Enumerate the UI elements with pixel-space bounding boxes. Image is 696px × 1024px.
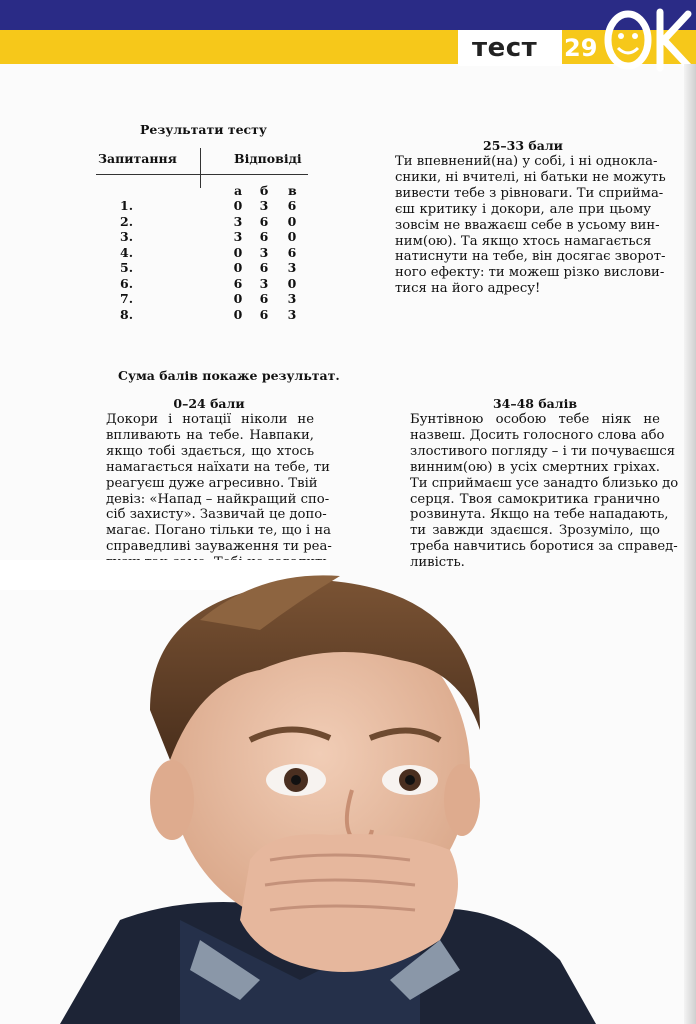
table-cell: 3 — [287, 291, 297, 306]
sum-instruction: Сума балів покаже результат. — [118, 368, 340, 383]
table-cell: 0 — [233, 198, 243, 213]
text-line: магає. Погано тільки те, що і на — [106, 523, 332, 539]
text-line: серця. Твоя самокритика гранично — [410, 491, 660, 507]
table-cell: 0 — [287, 275, 297, 291]
text-line: ливість. — [410, 555, 465, 571]
text-line: Бунтівною особою тебе ніяк не — [410, 412, 660, 427]
col-answers-header: Відповіді — [234, 151, 302, 166]
text-line: розвинута. Якщо на тебе нападають, — [410, 507, 669, 523]
table-cell: 6 — [233, 275, 243, 291]
text-line: натиснути на тебе, він досягає зворот- — [395, 249, 666, 265]
table-cell: 0 — [233, 244, 243, 260]
text-line: Ти впевнений(на) у собі, і ні однокла- — [395, 154, 658, 169]
table-title: Результати тесту — [140, 122, 267, 137]
boy-photo — [0, 560, 696, 1024]
text-line: Докори і нотації ніколи не — [106, 412, 314, 427]
table-cell: 0 — [233, 306, 243, 322]
text-line: сіб захисту». Зазвичай це допо- — [106, 507, 327, 523]
result-high-range: 34–48 балів — [492, 396, 578, 411]
table-row-number: 4. — [120, 244, 134, 260]
table-cell: 0 — [287, 213, 297, 229]
table-row-number: 3. — [120, 229, 134, 244]
option-a-header: а — [234, 183, 243, 198]
table-cell: 3 — [287, 260, 297, 275]
table-cell: 0 — [287, 229, 297, 244]
text-line: ного ефекту: ти можеш різко вислови- — [395, 265, 665, 281]
text-line: вивести тебе з рівноваги. Ти сприйма- — [395, 185, 664, 201]
text-line: зовсім не вважаєш себе в усьому вин- — [395, 217, 660, 233]
text-line: тися на його адресу! — [395, 281, 541, 297]
table-cell: 3 — [233, 213, 243, 229]
table-cell: 3 — [287, 306, 297, 322]
table-row-number: 8. — [120, 306, 134, 322]
page-number: 29 — [564, 34, 598, 62]
text-line: реагуєш дуже агресивно. Твій — [106, 475, 318, 491]
text-line: ти завжди здаєшся. Зрозуміло, що — [410, 523, 660, 539]
result-mid-text — [395, 154, 666, 297]
text-line: треба навчитись боротися за справед- — [410, 539, 678, 555]
table-cell: 6 — [287, 244, 297, 260]
table-row-number: 2. — [120, 213, 134, 229]
table-cell: 3 — [259, 244, 269, 260]
table-vertical-divider — [200, 148, 201, 188]
section-title: тест — [472, 33, 538, 63]
text-line: справедливі зауваження ти реа- — [106, 539, 332, 555]
table-cell: 6 — [259, 291, 269, 306]
text-line: намагається наїхати на тебе, ти — [106, 459, 330, 475]
result-high-text — [410, 412, 679, 571]
table-cell: 6 — [287, 198, 297, 213]
table-cell: 6 — [259, 229, 269, 244]
table-horizontal-divider — [96, 174, 308, 175]
table-cell: 6 — [259, 213, 269, 229]
col-question-header: Запитання — [98, 151, 177, 166]
table-cell: 3 — [259, 275, 269, 291]
text-line: назвеш. Досить голосного слова або — [410, 427, 665, 443]
result-mid-range: 25–33 бали — [483, 138, 563, 153]
ok-logo-icon — [598, 2, 696, 82]
option-c-header: в — [288, 183, 297, 198]
text-line: впливають на тебе. Навпаки, — [106, 427, 314, 443]
text-line: якщо тобі здається, що хтось — [106, 443, 314, 459]
text-line: ним(ою). Та якщо хтось намагається — [395, 233, 652, 249]
header-blue-band — [0, 0, 696, 30]
table-row-number: 1. — [120, 198, 134, 213]
text-line: винним(ою) в усіх смертних гріхах. — [410, 459, 660, 475]
table-row-number: 7. — [120, 291, 134, 306]
text-line: злостивого погляду – і ти почуваєшся — [410, 443, 676, 459]
option-b-header: б — [260, 183, 269, 198]
table-cell: 3 — [233, 229, 243, 244]
table-row-number: 5. — [120, 260, 134, 275]
text-line: Ти сприймаєш усе занадто близько до — [410, 475, 679, 491]
text-line: єш критику і докори, але при цьому — [395, 201, 651, 217]
text-line: девіз: «Напад – найкращий спо- — [106, 491, 330, 507]
table-cell: 6 — [259, 260, 269, 275]
table-cell: 6 — [259, 306, 269, 322]
text-line: сники, ні вчителі, ні батьки не можуть — [395, 169, 666, 185]
table-cell: 3 — [259, 198, 269, 213]
result-low-range: 0–24 бали — [173, 396, 245, 411]
page-edge — [684, 64, 696, 1024]
table-row-number: 6. — [120, 275, 134, 291]
table-cell: 0 — [233, 291, 243, 306]
table-cell: 0 — [233, 260, 243, 275]
